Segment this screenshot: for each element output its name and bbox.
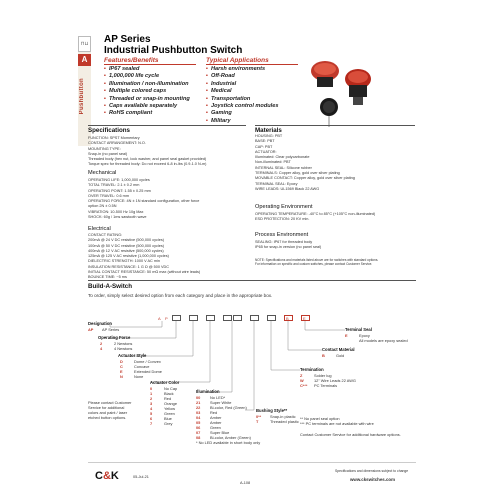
- option-desc: Red: [164, 396, 172, 401]
- footer-date: 05-Jul-21: [133, 475, 149, 479]
- termination-option[interactable]: [300, 383, 356, 388]
- bushing-option[interactable]: [256, 419, 299, 424]
- option-desc: Red: [210, 410, 218, 415]
- option-code: 4: [100, 346, 103, 351]
- option-desc: Concave: [134, 364, 150, 369]
- application-item: ▪ Military: [206, 118, 278, 125]
- termination-options: [300, 373, 356, 388]
- illumination-label: Illumination: [196, 389, 220, 394]
- material-line: Non-illuminated: PBT: [255, 160, 291, 165]
- option-desc: Super Blue: [210, 430, 230, 435]
- note-line: NOTE: Specifications and materials listed above are for switches with standard options.: [255, 258, 379, 262]
- spec-line: VIBRATION: 10-500 Hz 10g Max: [88, 209, 144, 214]
- option-code: 1: [150, 391, 153, 396]
- material-line: WIRE LEADS: UL1569 Black 22 AWG: [255, 186, 320, 191]
- option-desc: Extended Dome: [134, 369, 162, 374]
- option-desc: Blue: [164, 416, 172, 421]
- option-desc: Dome / Convex: [134, 359, 161, 364]
- spec-line: DIELECTRIC STRENGTH: 1000 V AC min: [88, 259, 160, 264]
- bushing-label: Bushing Style**: [256, 408, 288, 413]
- option-code: D: [120, 359, 123, 364]
- terminal-seal-label: Terminal Seal: [345, 327, 372, 332]
- application-item: ▪ Transportation: [206, 96, 278, 103]
- option-code: 7: [150, 421, 153, 426]
- option-desc: Super White: [210, 400, 232, 405]
- spec-line: option 2N ± 0.5N: [88, 204, 117, 209]
- bushing-options: [256, 414, 299, 424]
- application-item: ▪ Off-Road: [206, 73, 278, 80]
- option-code: T: [256, 419, 259, 424]
- feature-item: ▪ Illumination / non-illumination: [104, 81, 190, 88]
- build-heading: Build-A-Switch: [88, 283, 132, 290]
- option-desc: AP Series: [102, 327, 120, 332]
- spec-line: 400mA @ 12 V AC resistive (500,000 cycles): [88, 248, 164, 253]
- option-code: 5: [150, 411, 153, 416]
- material-line: MOVABLE CONTACT: Copper alloy, gold over silver plating: [255, 176, 355, 181]
- feature-item: ▪ 1,000,000 life cycle: [104, 73, 190, 80]
- material-line: TERMINAL SEAL: Epoxy: [255, 181, 298, 186]
- build-intro: To order, simply select desired option from each category and place in the appropriate box.: [88, 293, 273, 298]
- option-code: 2: [100, 341, 103, 346]
- ck-logo: [95, 470, 119, 482]
- materials-heading: Materials: [255, 127, 282, 134]
- option-code: C***: [300, 383, 308, 388]
- led-note: * No LED available in short body only: [196, 440, 261, 445]
- spec-line: 200mA @ 24 V DC resistive (500,000 cycles): [88, 238, 165, 243]
- option-desc: Green: [164, 411, 175, 416]
- logo-c: C: [95, 470, 103, 482]
- option-desc: 2 Newtons: [114, 341, 133, 346]
- product-title: Industrial Pushbutton Switch: [104, 45, 243, 56]
- option-code: 0: [150, 386, 153, 391]
- spec-line: TOTAL TRAVEL: 2.1 ± 0.2 mm: [88, 183, 140, 188]
- prefix-a: A: [158, 316, 161, 321]
- option-desc: Bi-color, Red (Green): [210, 405, 247, 410]
- contact-code: B: [286, 316, 289, 321]
- series-title: AP Series: [104, 34, 151, 45]
- option-desc: Yellow: [164, 406, 176, 411]
- option-code: 21: [196, 400, 201, 405]
- specs-heading: Specifications: [88, 127, 130, 134]
- environment-line: OPERATING TEMPERATURE: -40°C to 85°C (+105°C non-illuminated): [255, 212, 376, 216]
- note-line: Service for additional: [88, 405, 125, 410]
- option-code: N: [120, 374, 123, 379]
- material-line: TERMINALS: Copper alloy, gold over silver plating: [255, 171, 340, 176]
- section-icon: ⊓⊔: [78, 36, 91, 52]
- logo-amp: &: [102, 470, 111, 482]
- spec-line: OPERATING LIFE: 1,000,000 cycles: [88, 178, 150, 182]
- process-heading: Process Environment: [255, 232, 309, 238]
- feature-item: ▪ RoHS compliant: [104, 110, 190, 117]
- option-code: 22: [196, 405, 201, 410]
- terminal-seal-note: All models are epoxy sealed: [359, 338, 408, 343]
- side-vertical-label: Pushbutton: [79, 78, 85, 115]
- option-code: 2: [150, 396, 153, 401]
- environment-line: ESD PROTECTION: 20 KV min.: [255, 217, 310, 222]
- prefix-p: P: [165, 316, 168, 321]
- material-line: BASE: PBT: [255, 139, 275, 144]
- section-letter-tab[interactable]: A: [78, 54, 91, 66]
- option-notes: [300, 416, 374, 426]
- operating-force-options: [100, 341, 132, 351]
- designation-option[interactable]: [88, 327, 119, 332]
- option-code: 08: [196, 435, 201, 440]
- spec-line: OPERATING FORCE: 4N ± 1N standard configuration, other force: [88, 199, 200, 204]
- contact-material-label: Contact Material: [322, 347, 355, 352]
- option-code: 3: [150, 401, 153, 406]
- option-code: 0**: [256, 414, 262, 419]
- hardware-note: Contact Customer Service for additional hardware options.: [300, 432, 401, 437]
- spec-line: 125mA @ 125 V AC resistive (1,000,000 cycles): [88, 254, 169, 259]
- footer-disclaimer: Specifications and dimensions subject to change: [335, 469, 409, 473]
- option-desc: Epoxy: [359, 333, 370, 338]
- material-line: INTERNAL SEAL: Silicone rubber: [255, 165, 312, 170]
- option-code: 07: [196, 430, 201, 435]
- material-line: CAP: PBT: [255, 144, 273, 149]
- note-line: ** No panel seal option: [300, 416, 340, 421]
- environment-heading: Operating Environment: [255, 204, 313, 210]
- option-code: C: [120, 364, 123, 369]
- feature-item: ▪ Threaded or snap-in mounting: [104, 96, 190, 103]
- operating-force-label: Operating Force: [98, 335, 131, 340]
- note-line: *** PC terminals are not available with wire: [300, 421, 374, 426]
- spec-line: INSULATION RESISTANCE: 1 G Ω @ 500 VDC: [88, 264, 170, 269]
- option-code: 03: [196, 410, 201, 415]
- option-desc: Amber: [210, 420, 222, 425]
- spec-line: FUNCTION: SPST Momentary: [88, 136, 140, 140]
- option-desc: Gold: [336, 353, 345, 358]
- spec-line: CONTACT ARRANGEMENT: N.O.: [88, 141, 146, 146]
- applications-heading: Typical Applications: [206, 57, 298, 65]
- spec-line: 100mA @ 50 V DC resistive (500,000 cycles): [88, 243, 165, 248]
- designation-label: Designation: [88, 321, 112, 326]
- material-line: Illuminated: Clear polycarbonate: [255, 155, 310, 160]
- option-desc: No Cap: [164, 386, 178, 391]
- spec-line: BOUNCE TIME: ~5 ms: [88, 275, 127, 280]
- option-code: E: [120, 369, 123, 374]
- option-desc: Black: [164, 391, 174, 396]
- option-desc: Orange: [164, 401, 177, 406]
- option-code: 00: [196, 395, 201, 400]
- spec-line: SHOCK: 60g / 1ms sawtooth wave: [88, 215, 147, 220]
- option-desc: Threaded plastic: [270, 419, 299, 424]
- option-desc: PC Terminals: [314, 383, 338, 388]
- seal-code: E: [303, 316, 306, 321]
- option-desc: Grey: [164, 421, 173, 426]
- feature-item: ▪ Caps available separately: [104, 103, 190, 110]
- actuator-style-option[interactable]: [120, 374, 162, 379]
- option-desc: Green: [210, 425, 221, 430]
- contact-material-options: [322, 353, 344, 358]
- option-code: E: [345, 333, 348, 338]
- spec-line: Threaded body (hex nut, lock washer, and panel seal gasket provided): [88, 157, 207, 162]
- note-line: Please contact Customer: [88, 400, 132, 405]
- note-line: colors and paint / laser: [88, 410, 128, 415]
- spec-line: MOUNTING TYPE:: [88, 146, 121, 151]
- option-desc: Snap-in plastic: [270, 414, 296, 419]
- process-line: SEALING: IP67 for threaded body: [255, 240, 313, 244]
- application-item: ▪ Harsh environments: [206, 66, 278, 73]
- spec-line: OVER TRAVEL: 0.6 mm: [88, 193, 130, 198]
- footer-divider: [88, 462, 416, 463]
- option-desc: Amber: [210, 415, 222, 420]
- actuator-color-label: Actuator Color: [150, 380, 180, 385]
- spec-line: Snap-in (no panel seal): [88, 151, 128, 156]
- option-code: 4: [150, 406, 153, 411]
- option-desc: None: [134, 374, 144, 379]
- option-code: 6: [150, 416, 153, 421]
- option-desc: 4 Newtons: [114, 346, 133, 351]
- feature-item: ▪ IP67 sealed: [104, 66, 190, 73]
- material-line: ACTUATOR:: [255, 149, 277, 154]
- option-desc: Solder lug: [314, 373, 332, 378]
- features-heading: Features/Benefits: [104, 57, 196, 65]
- operating-force-option[interactable]: [100, 346, 132, 351]
- mechanical-heading: Mechanical: [88, 170, 117, 176]
- option-desc: No LED*: [210, 395, 226, 400]
- application-item: ▪ Medical: [206, 88, 278, 95]
- actuator-color-option[interactable]: [150, 421, 177, 426]
- actuator-style-label: Actuator Style: [118, 353, 147, 358]
- page-number: A-108: [240, 481, 251, 485]
- spec-line: INITIAL CONTACT RESISTANCE: 50 mΩ max (without wire leads): [88, 270, 201, 275]
- option-code: B: [322, 353, 325, 358]
- option-desc: Bi-color, Amber (Green): [210, 435, 251, 440]
- option-code: 04: [196, 415, 201, 420]
- logo-k: K: [110, 470, 119, 482]
- note-line: etched button options.: [88, 415, 127, 420]
- application-item: ▪ Joystick control modules: [206, 103, 278, 110]
- electrical-heading: Electrical: [88, 226, 111, 232]
- actuator-style-options: [120, 359, 162, 379]
- spec-line: OPERATING POINT: 1.55 ± 0.25 mm: [88, 188, 151, 193]
- termination-label: Termination: [300, 367, 324, 372]
- option-code: AP: [88, 327, 94, 332]
- illumination-options: [196, 395, 251, 440]
- spec-line: Torque spec for threaded body: Do not exceed 6-8 in-lbs (0.9-1.0 N-m): [88, 162, 207, 167]
- option-code: 05: [196, 420, 201, 425]
- contact-material-option[interactable]: [322, 353, 344, 358]
- contact-note: [88, 400, 131, 420]
- option-desc: 12" Wire Leads 22 AWG: [314, 378, 356, 383]
- application-item: ▪ Industrial: [206, 81, 278, 88]
- footer-url[interactable]: www.ckswitches.com: [350, 477, 395, 482]
- spec-line: CONTACT RATING:: [88, 233, 123, 237]
- material-line: HOUSING: PBT: [255, 134, 283, 138]
- actuator-color-options: [150, 386, 177, 426]
- feature-item: ▪ Multiple colored caps: [104, 88, 190, 95]
- option-code: Z: [300, 373, 303, 378]
- option-code: W: [300, 378, 304, 383]
- process-line: IP65 for snap-in version (no panel seal): [255, 245, 322, 250]
- note-line: For information on specific and custom switches, please contact Customer Service.: [255, 262, 373, 267]
- option-code: 06: [196, 425, 201, 430]
- application-item: ▪ Gaming: [206, 110, 278, 117]
